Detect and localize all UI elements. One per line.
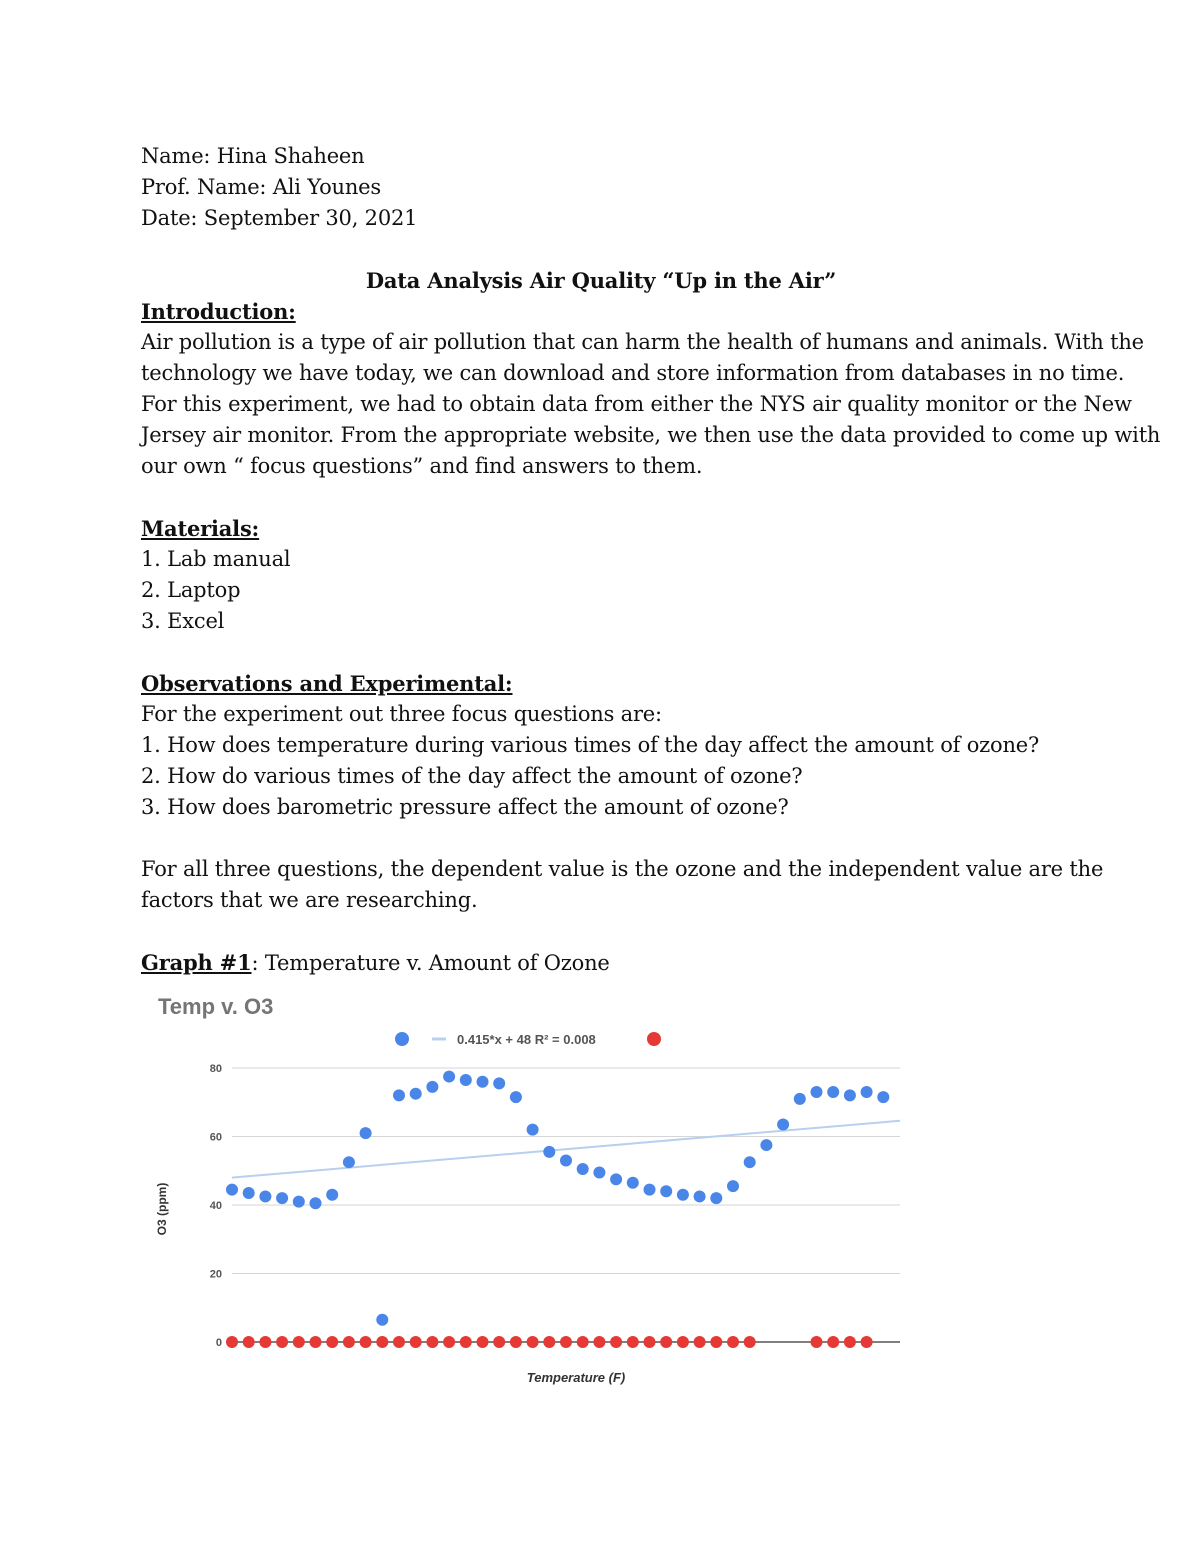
data-point-blue	[243, 1187, 255, 1199]
data-point-red	[861, 1336, 873, 1348]
data-point-blue	[811, 1086, 823, 1098]
data-point-red	[727, 1336, 739, 1348]
y-axis-ticks	[210, 1063, 222, 1349]
data-point-red	[376, 1336, 388, 1348]
graph-1-caption: : Temperature v. Amount of Ozone	[251, 951, 610, 975]
data-point-blue	[259, 1190, 271, 1202]
data-point-red	[577, 1336, 589, 1348]
data-point-blue	[293, 1196, 305, 1208]
data-point-red	[844, 1336, 856, 1348]
data-point-red	[243, 1336, 255, 1348]
chart-title: Temp v. O3	[158, 994, 274, 1019]
observations-summary	[141, 854, 1104, 916]
data-point-blue	[877, 1091, 889, 1103]
data-point-red	[410, 1336, 422, 1348]
legend-marker-blue	[395, 1032, 409, 1046]
focus-questions-list	[141, 730, 1061, 823]
introduction-paragraph	[141, 327, 1161, 482]
data-point-blue	[827, 1086, 839, 1098]
data-point-blue	[343, 1156, 355, 1168]
data-point-red	[811, 1336, 823, 1348]
professor-name: Prof. Name: Ali Younes	[141, 175, 381, 199]
data-point-blue	[560, 1154, 572, 1166]
data-point-blue	[410, 1088, 422, 1100]
trendline	[232, 1121, 900, 1178]
intro-line: Jersey air monitor. From the appropriate website, we then use the data provided to come up with	[141, 423, 1161, 447]
materials-list	[141, 544, 1061, 637]
graph-1-label	[141, 947, 1061, 979]
data-point-blue	[527, 1124, 539, 1136]
legend-marker-red	[647, 1032, 661, 1046]
data-point-red	[343, 1336, 355, 1348]
data-point-blue	[426, 1081, 438, 1093]
data-point-red	[360, 1336, 372, 1348]
list-item: 3. How does barometric pressure affect the amount of ozone?	[141, 795, 789, 819]
data-point-red	[293, 1336, 305, 1348]
report-date: Date: September 30, 2021	[141, 206, 418, 230]
data-point-blue	[226, 1184, 238, 1196]
y-tick-label: 40	[209, 1200, 222, 1212]
data-point-blue	[777, 1119, 789, 1131]
data-point-blue	[710, 1192, 722, 1204]
data-point-red	[710, 1336, 722, 1348]
chart-gridlines	[232, 1068, 900, 1342]
data-point-blue	[593, 1166, 605, 1178]
data-point-blue	[727, 1180, 739, 1192]
data-point-blue	[760, 1139, 772, 1151]
list-item: 1. How does temperature during various times of the day affect the amount of ozone?	[141, 733, 1040, 757]
data-point-red	[593, 1336, 605, 1348]
data-point-blue	[543, 1146, 555, 1158]
data-point-red	[644, 1336, 656, 1348]
materials-heading: Materials:	[141, 516, 260, 541]
data-point-blue	[794, 1093, 806, 1105]
intro-line: For this experiment, we had to obtain data from either the NYS air quality monitor or the New	[141, 392, 1132, 416]
y-tick-label: 0	[215, 1337, 222, 1349]
data-point-red	[543, 1336, 555, 1348]
data-point-blue	[660, 1185, 672, 1197]
summary-line: For all three questions, the dependent value is the ozone and the independent value are the	[141, 857, 1104, 881]
chart-svg	[150, 990, 910, 1390]
data-point-blue	[360, 1127, 372, 1139]
intro-line: our own “ focus questions” and find answers to them.	[141, 454, 703, 478]
document-title: Data Analysis Air Quality “Up in the Air”	[365, 268, 837, 293]
y-axis-label: O3 (ppm)	[155, 1182, 169, 1236]
intro-line: technology we have today, we can download and store information from databases in no time.	[141, 361, 1125, 385]
data-point-blue	[861, 1086, 873, 1098]
data-point-red	[493, 1336, 505, 1348]
data-point-red	[460, 1336, 472, 1348]
list-item: 1. Lab manual	[141, 547, 291, 571]
chart-legend	[395, 1032, 661, 1047]
graph-1-number: Graph #1	[141, 950, 252, 975]
data-points	[226, 1071, 889, 1348]
observations-intro: For the experiment out three focus questions are:	[141, 702, 662, 726]
data-point-blue	[310, 1197, 322, 1209]
data-point-blue	[844, 1089, 856, 1101]
data-point-blue	[326, 1189, 338, 1201]
data-point-red	[510, 1336, 522, 1348]
data-point-red	[660, 1336, 672, 1348]
data-point-red	[310, 1336, 322, 1348]
data-point-red	[477, 1336, 489, 1348]
temp-vs-o3-chart	[150, 990, 910, 1390]
y-tick-label: 20	[209, 1268, 222, 1281]
data-point-blue	[677, 1189, 689, 1201]
data-point-blue	[276, 1192, 288, 1204]
list-item: 3. Excel	[141, 609, 225, 633]
observations-heading: Observations and Experimental:	[141, 671, 513, 696]
data-point-red	[527, 1336, 539, 1348]
x-axis-label: Temperature (F)	[526, 1370, 626, 1385]
data-point-blue	[443, 1071, 455, 1083]
intro-line: Air pollution is a type of air pollution that can harm the health of humans and animals. With the	[141, 330, 1144, 354]
data-point-red	[443, 1336, 455, 1348]
data-point-red	[627, 1336, 639, 1348]
data-point-blue	[477, 1076, 489, 1088]
data-point-blue	[744, 1156, 756, 1168]
data-point-red	[326, 1336, 338, 1348]
data-point-red	[560, 1336, 572, 1348]
data-point-red	[610, 1336, 622, 1348]
list-item: 2. Laptop	[141, 578, 241, 602]
data-point-red	[677, 1336, 689, 1348]
data-point-blue	[393, 1089, 405, 1101]
trendline-path	[232, 1121, 900, 1178]
list-item: 2. How do various times of the day affect the amount of ozone?	[141, 764, 803, 788]
legend-trendline-label: 0.415*x + 48 R² = 0.008	[457, 1032, 596, 1047]
data-point-blue	[694, 1190, 706, 1202]
data-point-blue	[610, 1173, 622, 1185]
data-point-red	[393, 1336, 405, 1348]
data-point-blue	[376, 1314, 388, 1326]
document-page	[141, 141, 1161, 979]
data-point-blue	[510, 1091, 522, 1103]
data-point-red	[694, 1336, 706, 1348]
data-point-blue	[627, 1177, 639, 1189]
data-point-red	[827, 1336, 839, 1348]
data-point-red	[426, 1336, 438, 1348]
data-point-red	[226, 1336, 238, 1348]
data-point-blue	[460, 1074, 472, 1086]
data-point-blue	[644, 1184, 656, 1196]
y-tick-label: 80	[209, 1063, 222, 1075]
data-point-blue	[577, 1163, 589, 1175]
data-point-blue	[493, 1077, 505, 1089]
student-name: Name: Hina Shaheen	[141, 144, 365, 168]
data-point-red	[259, 1336, 271, 1348]
introduction-heading: Introduction:	[141, 299, 296, 324]
y-tick-label: 60	[209, 1131, 222, 1144]
data-point-red	[744, 1336, 756, 1348]
data-point-red	[276, 1336, 288, 1348]
summary-line: factors that we are researching.	[141, 888, 478, 912]
